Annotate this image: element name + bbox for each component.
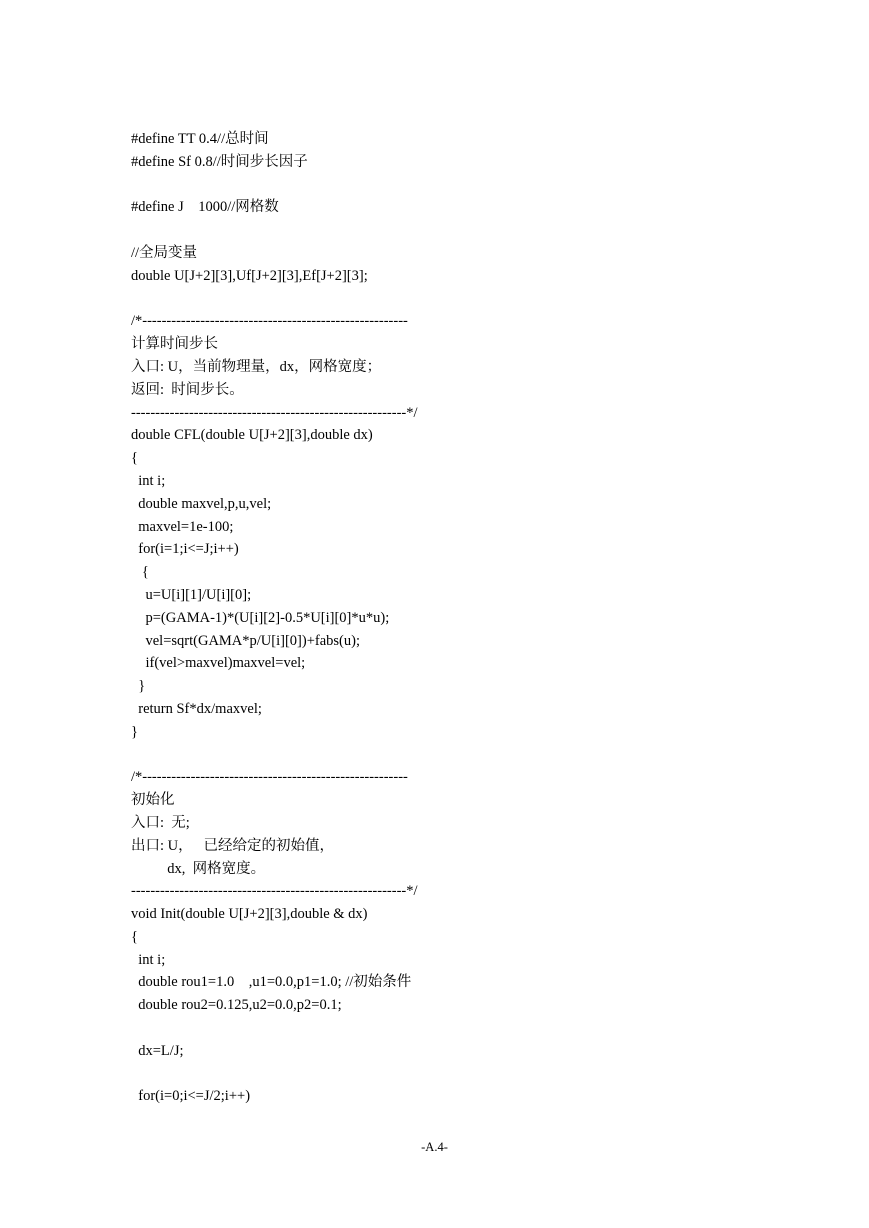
code-line [131,219,771,242]
code-line: for(i=1;i<=J;i++) [131,541,239,558]
code-line: { [131,450,138,467]
code-line: p=(GAMA-1)*(U[i][2]-0.5*U[i][0]*u*u); [131,609,390,626]
code-line: double rou1=1.0 ,u1=0.0,p1=1.0; //初始条件 [131,974,412,991]
code-line: } [131,723,138,740]
code-line [131,744,771,767]
code-line: dx, 网格宽度。 [131,860,266,877]
code-line: int i; [131,951,166,968]
code-line: void Init(double U[J+2][3],double & dx) [131,906,368,923]
code-line [131,1063,771,1086]
code-line: { [131,564,149,581]
code-line: #define Sf 0.8//时间步长因子 [131,153,308,170]
code-line: #define J 1000//网格数 [131,199,279,216]
code-line: double U[J+2][3],Uf[J+2][3],Ef[J+2][3]; [131,267,368,284]
code-line: /*------------------------------------------------------- [131,769,408,786]
code-line: vel=sqrt(GAMA*p/U[i][0])+fabs(u); [131,632,360,649]
code-line: /*------------------------------------------------------- [131,313,408,330]
code-line: double maxvel,p,u,vel; [131,495,272,512]
code-line: ---------------------------------------------------------*/ [131,404,418,421]
code-line [131,1017,771,1040]
code-listing [131,128,771,1108]
code-line: } [131,678,146,695]
code-line: dx=L/J; [131,1042,184,1059]
page-number: -A.4- [421,1140,448,1154]
code-line [131,288,771,311]
code-line: ---------------------------------------------------------*/ [131,883,418,900]
code-line: double rou2=0.125,u2=0.0,p2=0.1; [131,997,342,1014]
code-line: 出口: U， 已经给定的初始值， [131,837,334,854]
code-line: return Sf*dx/maxvel; [131,700,262,717]
code-line: #define TT 0.4//总时间 [131,131,269,147]
code-line: if(vel>maxvel)maxvel=vel; [131,655,306,672]
code-line: //全局变量 [131,244,198,261]
code-line: int i; [131,472,166,489]
code-line: 初始化 [131,792,175,809]
code-line: 入口: 无; [131,814,190,831]
code-line: { [131,928,138,945]
code-line [131,174,771,197]
code-line: double CFL(double U[J+2][3],double dx) [131,427,373,444]
code-line: u=U[i][1]/U[i][0]; [131,586,252,603]
code-line: maxvel=1e-100; [131,518,234,535]
code-line: 返回: 时间步长。 [131,381,244,398]
code-line: 计算时间步长 [131,336,218,353]
code-line: for(i=0;i<=J/2;i++) [131,1088,251,1105]
code-line: 入口: U，当前物理量，dx，网格宽度； [131,358,382,375]
